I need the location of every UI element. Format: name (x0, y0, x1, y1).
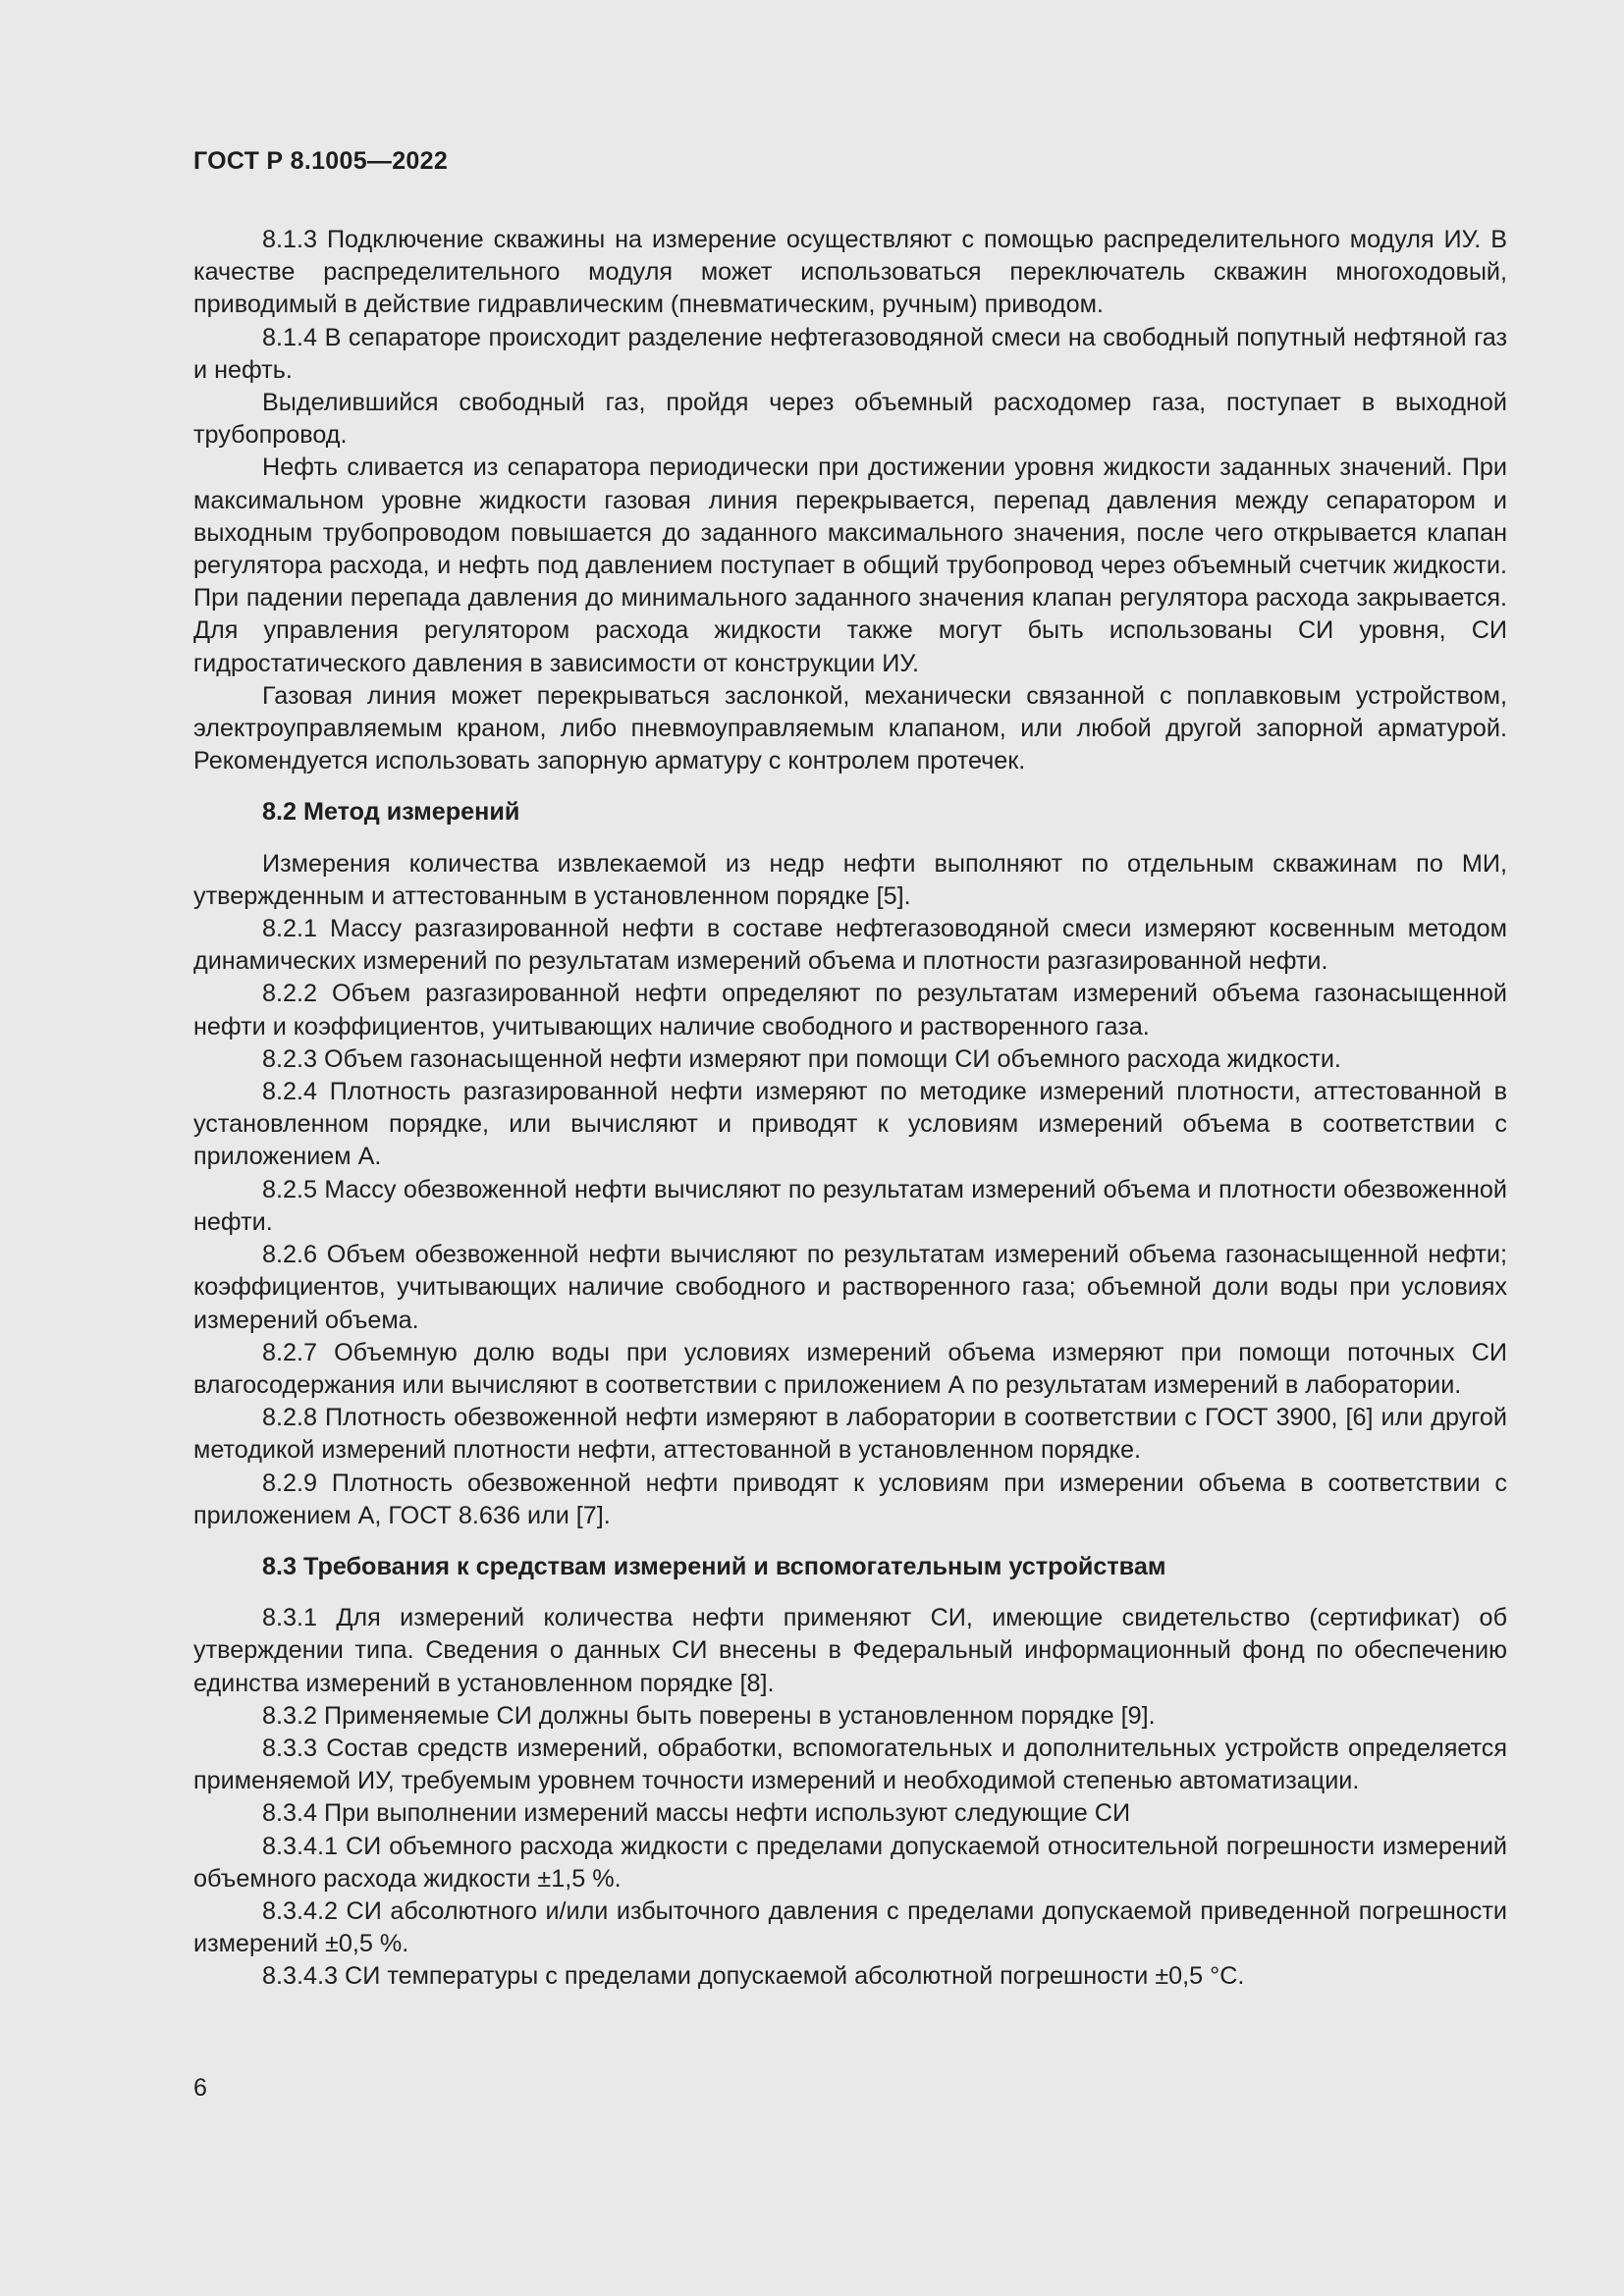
page-number: 6 (193, 2074, 207, 2102)
paragraph-8-2-7: 8.2.7 Объемную долю воды при условиях измерений объема измеряют при помощи поточных СИ влагосодержания или вычисляют в соответствии с приложением А по результатам измерений в лаборатории. (193, 1338, 1507, 1399)
paragraph-8-2-5: 8.2.5 Массу обезвоженной нефти вычисляют по результатам измерений объема и плотности обезвоженной нефти. (193, 1175, 1507, 1236)
paragraph-free-gas: Выделившийся свободный газ, пройдя через объемный расходомер газа, поступает в выходной трубопровод. (193, 389, 1507, 450)
paragraph-8-2-6: 8.2.6 Объем обезвоженной нефти вычисляют по результатам измерений объема газонасыщенной нефти; коэффициентов, учитывающих наличие свободного и растворенного газа; объемной доли воды при условиях измерений объема. (193, 1241, 1507, 1334)
section-heading-8-2: 8.2 Метод измерений (262, 798, 520, 827)
paragraph-8-2-1: 8.2.1 Массу разгазированной нефти в составе нефтегазоводяной смеси измеряют косвенным методом динамических измерений по результатам измерений объема и плотности разгазированной нефти. (193, 915, 1507, 976)
paragraph-8-2-intro: Измерения количества извлекаемой из недр нефти выполняют по отдельным скважинам по МИ, утвержденным и аттестованным в установленном порядке [5]. (193, 849, 1507, 910)
paragraph-8-3-4-1: 8.3.4.1 СИ объемного расхода жидкости с пределами допускаемой относительной погрешности измерений объемного расхода жидкости ±1,5 %. (193, 1832, 1507, 1893)
paragraph-8-2-4: 8.2.4 Плотность разгазированной нефти измеряют по методике измерений плотности, аттестованной в установленном порядке, или вычисляют и приводят к условиям измерений объема в соответствии с приложением А. (193, 1078, 1507, 1171)
paragraph-8-3-3: 8.3.3 Состав средств измерений, обработки, вспомогательных и дополнительных устройств определяется применяемой ИУ, требуемым уровнем точности измерений и необходимой степенью автоматизации. (193, 1734, 1507, 1795)
page-body (193, 224, 1507, 1994)
paragraph-8-3-1: 8.3.1 Для измерений количества нефти применяют СИ, имеющие свидетельство (сертификат) об утверждении типа. Сведения о данных СИ внесены в Федеральный информационный фонд по обеспечению единства измерений в установленном порядке [8]. (193, 1604, 1507, 1697)
paragraph-8-3-4-2: 8.3.4.2 СИ абсолютного и/или избыточного давления с пределами допускаемой приведенной погрешности измерений ±0,5 %. (193, 1896, 1507, 1958)
paragraph-8-2-9: 8.2.9 Плотность обезвоженной нефти приводят к условиям при измерении объема в соответствии с приложением А, ГОСТ 8.636 или [7]. (193, 1468, 1507, 1529)
paragraph-oil-drain: Нефть сливается из сепаратора периодически при достижении уровня жидкости заданных значений. При максимальном уровне жидкости газовая линия перекрывается, перепад давления между сепаратором и выходным трубопроводом повышается до заданного максимального значения, после чего открывается клапан регулятора расхода, и нефть под давлением поступает в общий трубопровод через объемный счетчик жидкости. При падении перепада давления до минимального заданного значения клапан регулятора расхода закрывается. Для управления регулятором расхода жидкости также могут быть использованы СИ уровня, СИ гидростатического давления в зависимости от конструкции ИУ. (193, 454, 1507, 677)
paragraph-8-2-2: 8.2.2 Объем разгазированной нефти определяют по результатам измерений объема газонасыщенной нефти и коэффициентов, учитывающих наличие свободного и растворенного газа. (193, 980, 1507, 1041)
paragraph-8-2-3: 8.2.3 Объем газонасыщенной нефти измеряют при помощи СИ объемного расхода жидкости. (262, 1044, 1341, 1073)
paragraph-gas-line: Газовая линия может перекрываться заслонкой, механически связанной с поплавковым устройством, электроуправляемым краном, либо пневмоуправляемым клапаном, или любой другой запорной арматурой. Рекомендуется использовать запорную арматуру с контролем протечек. (193, 681, 1507, 775)
paragraph-8-3-2: 8.3.2 Применяемые СИ должны быть поверены в установленном порядке [9]. (262, 1701, 1156, 1730)
standard-header: ГОСТ Р 8.1005—2022 (193, 147, 449, 175)
paragraph-8-3-4: 8.3.4 При выполнении измерений массы нефти используют следующие СИ (262, 1799, 1131, 1828)
section-heading-8-3: 8.3 Требования к средствам измерений и вспомогательным устройствам (262, 1552, 1166, 1580)
paragraph-8-3-4-3: 8.3.4.3 СИ температуры с пределами допускаемой абсолютной погрешности ±0,5 °С. (262, 1962, 1245, 1991)
paragraph-8-2-8: 8.2.8 Плотность обезвоженной нефти измеряют в лаборатории в соответствии с ГОСТ 3900, [6] или другой методикой измерений плотности нефти, аттестованной в установленном порядке. (193, 1404, 1507, 1465)
paragraph-8-1-3: 8.1.3 Подключение скважины на измерение осуществляют с помощью распределительного модуля ИУ. В качестве распределительного модуля может использоваться переключатель скважин многоходовый, приводимый в действие гидравлическим (пневматическим, ручным) приводом. (193, 226, 1507, 319)
paragraph-8-1-4: 8.1.4 В сепараторе происходит разделение нефтегазоводяной смеси на свободный попутный нефтяной газ и нефть. (193, 323, 1507, 384)
